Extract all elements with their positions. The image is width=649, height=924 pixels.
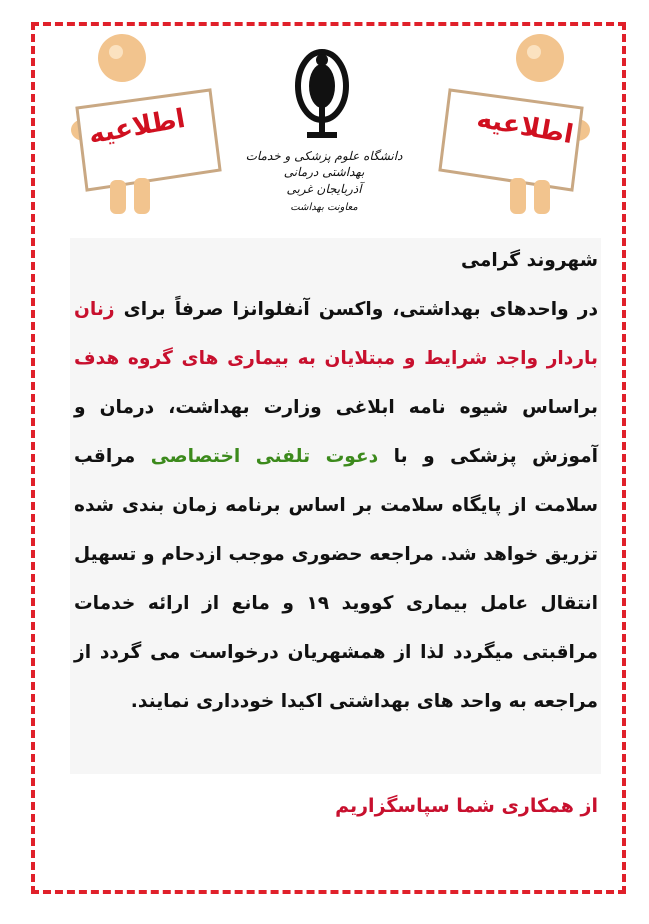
badge-text: اطلاعیه [474,103,576,151]
greeting: شهروند گرامی [461,250,598,271]
notice-paragraph [74,285,598,726]
university-line1: دانشگاه علوم پزشکی و خدمات بهداشتی درمانی [245,149,403,179]
text-segment: مراقب سلامت از پایگاه سلامت بر اساس برنامه زمان بندی شده تزریق خواهد شد. مراجعه حضوری موجب ازدحام و تسهیل انتقال عامل بیماری کووید ۱۹ و مانع از ارائه خدمات مراقبتی میگردد لذا از همشهریان درخواست می گردد از مراجعه به واحد های بهداشتی اکیدا خودداری نمایند. [74,446,598,712]
university-line2: آذربایجان غربی [286,182,362,196]
university-emblem-icon [294,48,350,143]
highlight-phone-invitation: دعوت تلفنی اختصاصی [150,446,379,467]
text-segment: براساس شیوه نامه ابلاغی وزارت بهداشت، درمان و آموزش پزشکی و با [74,397,598,467]
notice-badge-left [52,30,227,220]
closing-text: از همکاری شما سپاسگزاریم [335,795,598,817]
university-line3: معاونت بهداشت [290,202,358,213]
header [0,30,649,240]
badge-text: اطلاعیه [86,103,188,151]
text-segment: در واحدهای بهداشتی، واکسن آنفلوانزا صرفاً برای [114,299,598,320]
notice-body [74,236,598,726]
highlight-target-group: زنان باردار واجد شرایط و مبتلایان به بیماری های گروه هدف [74,299,598,369]
notice-badge-right [432,30,607,220]
university-name [234,148,414,218]
